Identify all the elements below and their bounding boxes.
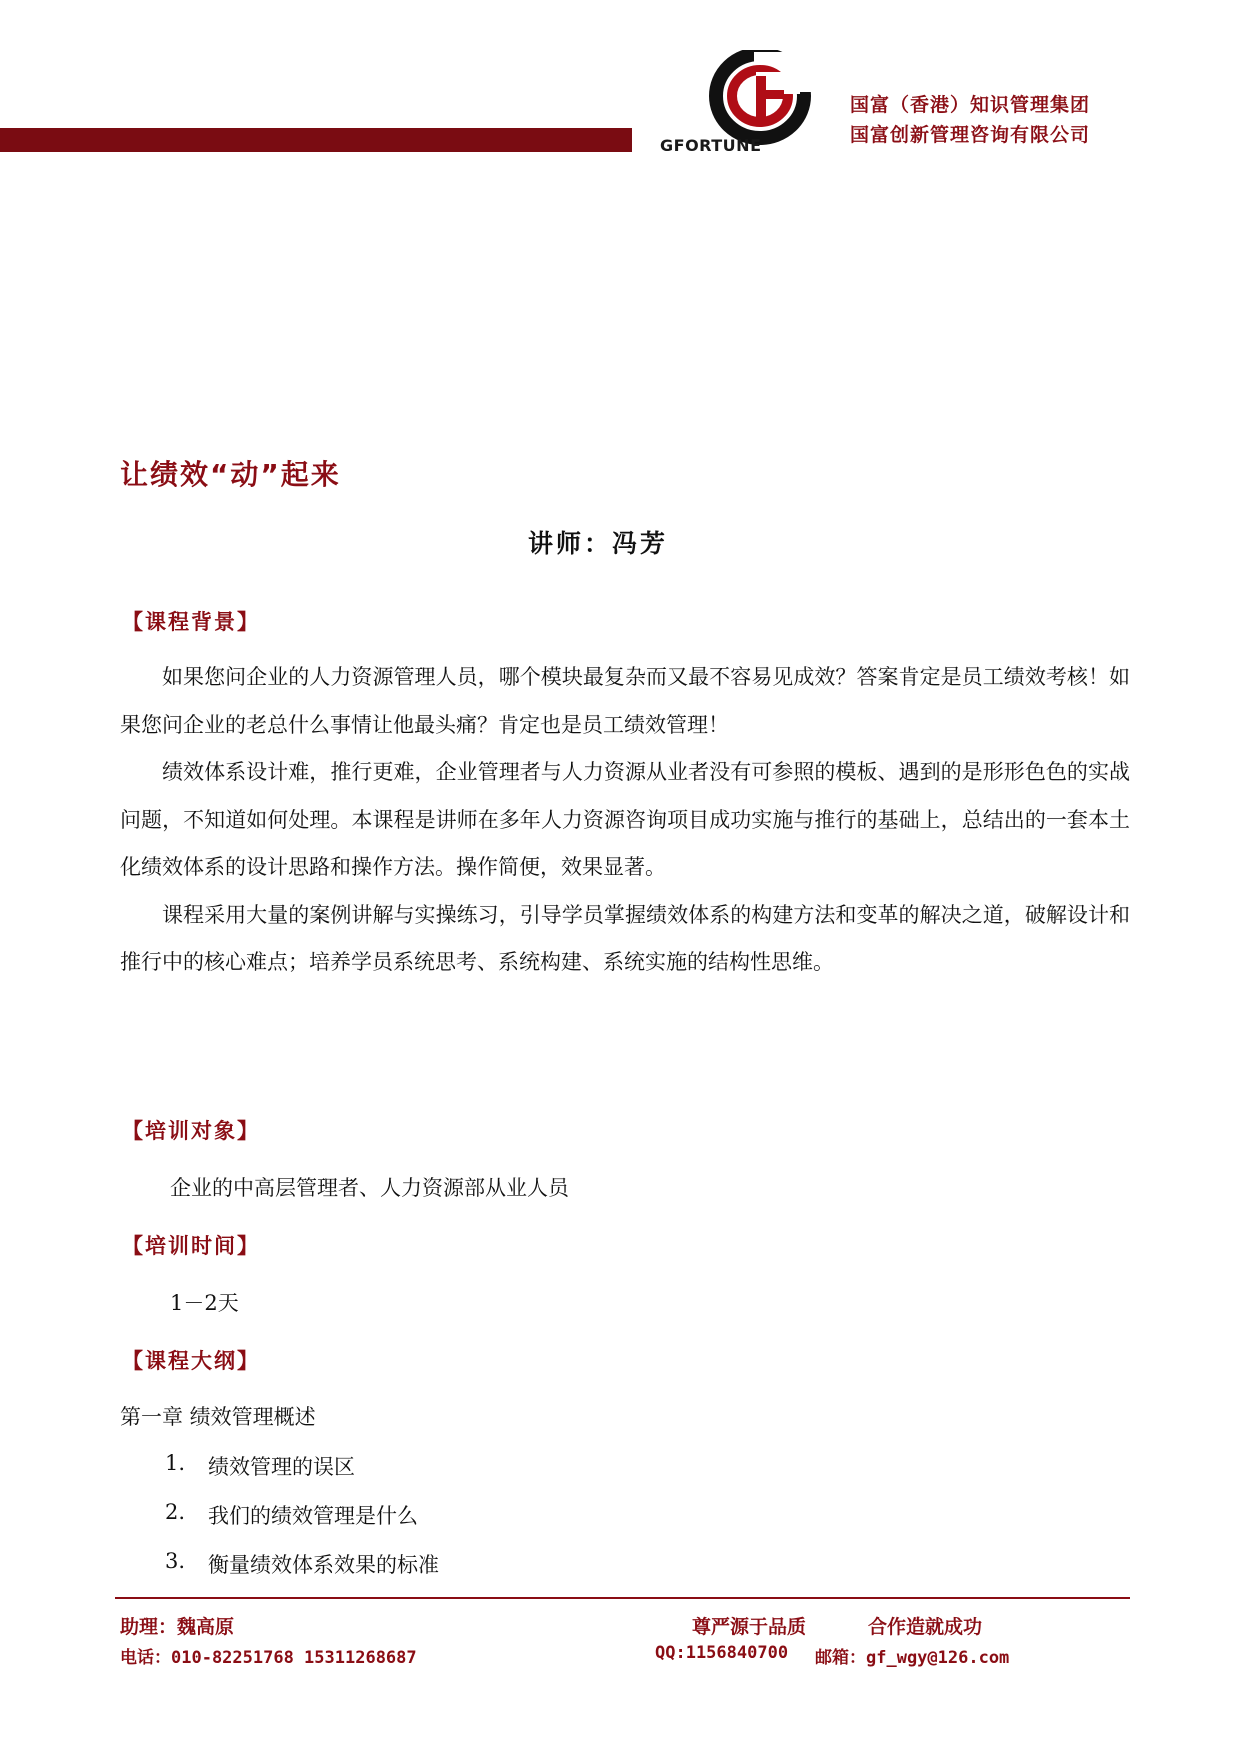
outline-item: 我们的绩效管理是什么 [208,1504,418,1528]
company-name-consulting: 国富创新管理咨询有限公司 [850,124,1091,146]
logo-text: GFORTUNE [660,136,762,155]
outline-item-number: 3. [165,1549,186,1573]
footer-phone: 电话：010-82251768 15311268687 [120,1648,417,1668]
background-paragraph: 如果您问企业的人力资源管理人员，哪个模块最复杂而又最不容易见成效？答案肯定是员工绩效考核！如果您问企业的老总什么事情让他最头痛？肯定也是员工绩效管理！ [120,665,1130,737]
chapter-title: 第一章 绩效管理概述 [120,1405,316,1429]
duration-text: 1－2天 [170,1291,239,1315]
section-heading-duration: 【培训时间】 [122,1234,260,1258]
background-paragraph: 绩效体系设计难，推行更难，企业管理者与人力资源从业者没有可参照的模板、遇到的是形形色色的实战问题，不知道如何处理。本课程是讲师在多年人力资源咨询项目成功实施与推行的基础上，总结出的一套本土化绩效体系的设计思路和操作方法。操作简便，效果显著。 [120,760,1130,879]
header-bar [0,128,632,152]
footer-slogan-success: 合作造就成功 [868,1616,983,1638]
section-heading-background: 【课程背景】 [122,610,260,634]
background-paragraph: 课程采用大量的案例讲解与实操练习，引导学员掌握绩效体系的构建方法和变革的解决之道，破解设计和推行中的核心难点；培养学员系统思考、系统构建、系统实施的结构性思维。 [120,902,1130,974]
lecturer: 讲师：冯芳 [528,529,669,558]
outline-item: 衡量绩效体系效果的标准 [208,1553,439,1577]
footer-assistant: 助理：魏高原 [120,1616,235,1638]
outline-item: 绩效管理的误区 [208,1455,355,1479]
footer-email: 邮箱：gf_wgy@126.com [815,1648,1010,1668]
company-name-group: 国富（香港）知识管理集团 [850,94,1091,116]
audience-text: 企业的中高层管理者、人力资源部从业人员 [170,1176,569,1200]
footer-slogan-quality: 尊严源于品质 [692,1616,807,1638]
outline-item-number: 1. [165,1451,186,1475]
section-heading-outline: 【课程大纲】 [122,1349,260,1373]
footer-divider [115,1597,1130,1599]
footer-qq: QQ:1156840700 [655,1643,789,1663]
background-text [120,654,1130,987]
section-heading-audience: 【培训对象】 [122,1119,260,1143]
outline-item-number: 2. [165,1500,186,1524]
course-title: 让绩效“动”起来 [120,458,341,491]
